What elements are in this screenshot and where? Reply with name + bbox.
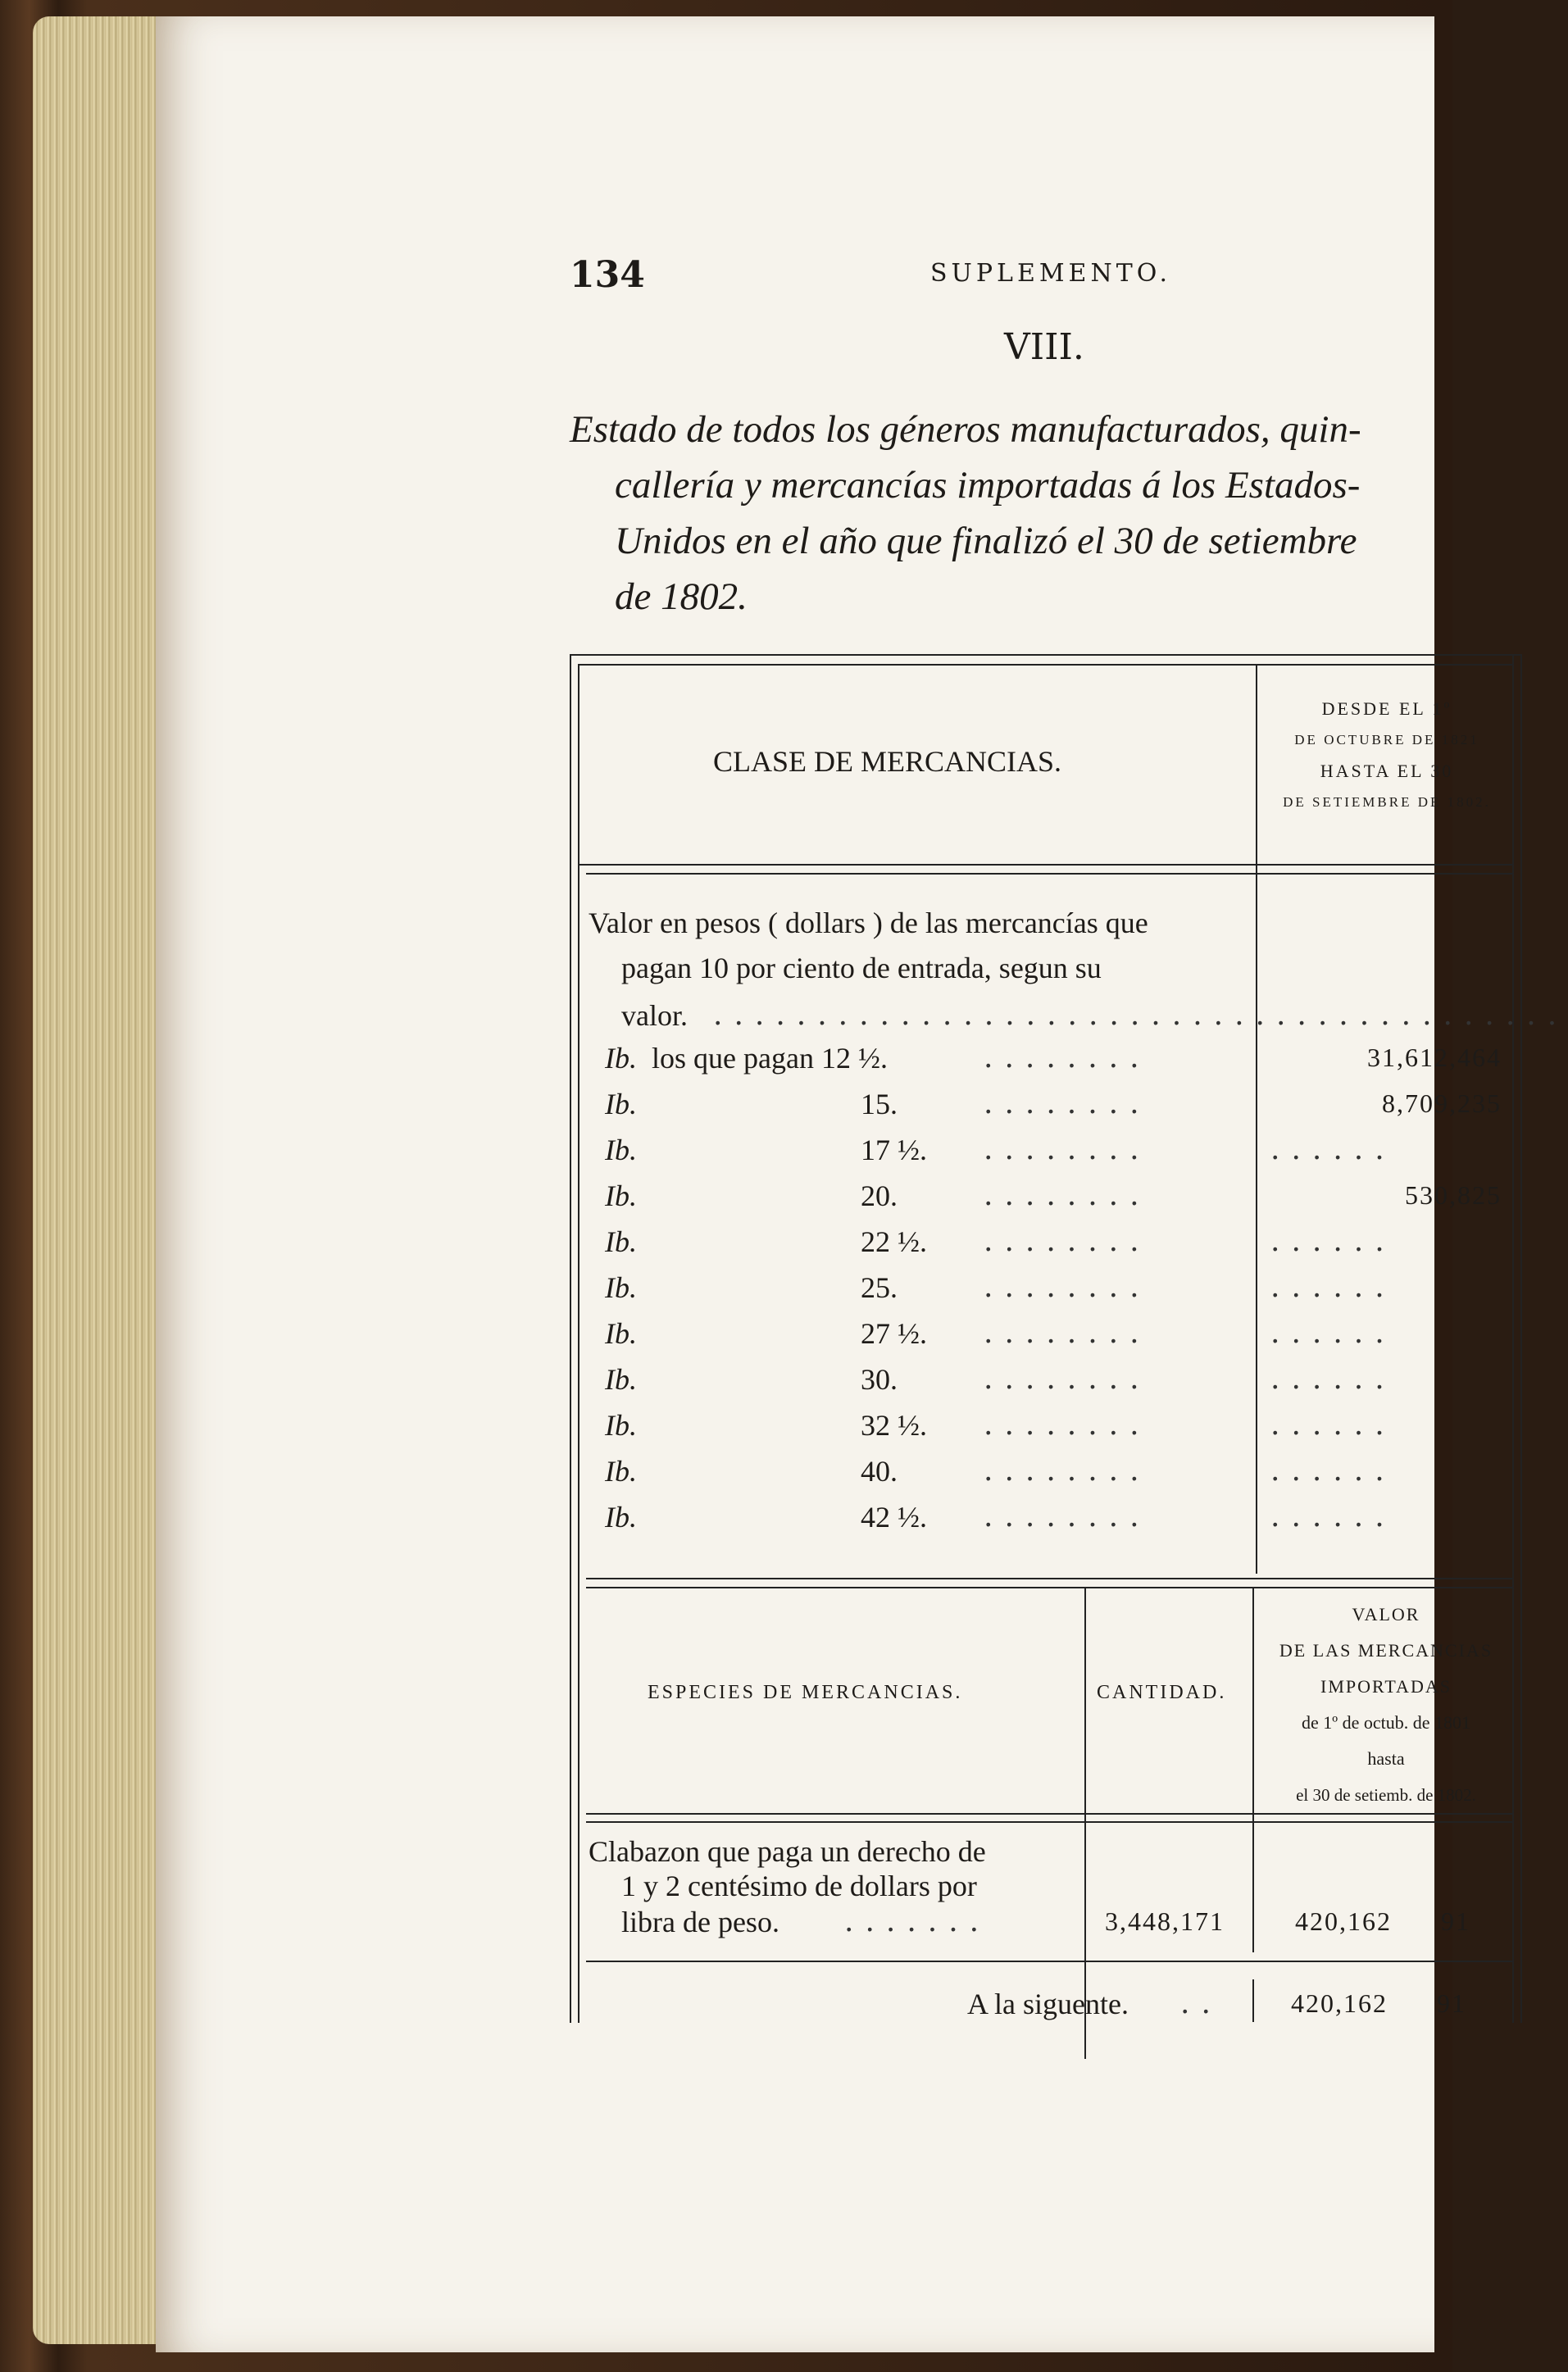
row-label: Ib. [605,1179,637,1212]
row-label: Ib. [605,1042,637,1075]
leader-dots: ......................................... [713,998,1568,1032]
row-line-2: 1 y 2 centésimo de dollars por [621,1870,977,1902]
row-leader-dots: ........ [984,1041,1151,1075]
section-number: VIII. [1004,326,1084,368]
footer-dots: .. [1180,1987,1222,2020]
running-head: SUPLEMENTO. [930,259,1172,288]
table1-col1-header: CLASE DE MERCANCIAS. [713,745,1062,778]
col3-header-line-5: hasta [1367,1748,1405,1769]
row-leader-dots: ........ [984,1087,1151,1120]
row-label: Ib. [605,1501,637,1534]
row-label: Ib. [605,1409,637,1442]
row-text: 42 ½. [861,1501,927,1534]
row-value: 530,825 [1405,1180,1502,1210]
row-text: 20. [861,1179,898,1212]
row-text: 25. [861,1271,898,1304]
row-value: 31,612,464 [1367,1043,1502,1072]
col3-header-line-6: el 30 de setiemb. de 1802. [1296,1785,1476,1805]
value-leader-dots: ...... [1270,1133,1396,1166]
value-leader-dots: ...... [1270,1316,1396,1350]
row-label: Ib. [605,1363,637,1396]
col3-header-line-1: VALOR [1352,1604,1420,1625]
value-leader-dots: ...... [1270,1454,1396,1488]
col3-header-line-2: DE LAS MERCANCIAS [1279,1640,1493,1661]
title-line-1: Estado de todos los géneros manufacturados, quin- [570,408,1361,451]
row-label: Ib. [605,1317,637,1350]
row-leader-dots: ........ [984,1454,1151,1488]
intro-line-3: valor. [621,999,688,1032]
col3-header-line-3: IMPORTADAS [1320,1676,1452,1697]
title-line-4: de 1802. [615,575,748,618]
row-value: 8,709,235 [1382,1088,1502,1118]
row-leader-dots: ........ [984,1133,1151,1166]
row-text: 17 ½. [861,1134,927,1166]
value-leader-dots: ...... [1270,1500,1396,1534]
table2-col3-header [1256,1597,1516,1813]
row-value: 420,162 [1295,1906,1392,1936]
row-label: Ib. [605,1225,637,1258]
row-line-1: Clabazon que paga un derecho de [589,1835,986,1868]
value-leader-dots: ...... [1270,1408,1396,1442]
title-line-3: Unidos en el año que finalizó el 30 de setiembre [615,520,1357,562]
row-cents: 91 [1441,1906,1470,1936]
col2-header-line-3: HASTA EL 30 [1320,761,1454,781]
footer-label: A la siguente. [967,1988,1129,2020]
intro-line-2: pagan 10 por ciento de entrada, segun su [621,952,1102,984]
page-edges [33,16,172,2344]
row-text: 27 ½. [861,1317,927,1350]
row-line-3: libra de peso. [621,1906,779,1938]
row-leader-dots: ........ [984,1500,1151,1534]
col2-header-line-2: DE OCTUBRE DE 1821 [1294,732,1479,747]
row-quantity: 3,448,171 [1105,1906,1225,1936]
title-line-2: callería y mercancías importadas á los Estados- [615,464,1361,507]
col3-header-line-4: de 1º de octub. de 1801 [1302,1712,1470,1733]
row-leader-dots: ........ [984,1179,1151,1212]
row-text: 32 ½. [861,1409,927,1442]
book-page [156,16,1568,2352]
row-leader-dots: ........ [984,1408,1151,1442]
row-text: 15. [861,1088,898,1120]
row-text: 30. [861,1363,898,1396]
row-label: Ib. [605,1271,637,1304]
table2-col1-header: ESPECIES DE MERCANCIAS. [648,1682,963,1703]
value-leader-dots: ...... [1270,1225,1396,1258]
row-leader-dots: ........ [984,1225,1151,1258]
footer-value: 420,162 [1291,1988,1388,2018]
col2-header-line-4: DE SETIEMBRE DE 1802. [1283,794,1491,810]
table2-col2-header: CANTIDAD. [1097,1682,1227,1703]
intro-line-1: Valor en pesos ( dollars ) de las mercancías que [589,907,1148,939]
row-leader-dots: ....... [844,1905,991,1938]
table1-col2-header [1264,693,1510,818]
row-text: 40. [861,1455,898,1488]
col2-header-line-1: DESDE EL 1º [1321,698,1452,719]
footer-cents: 91 [1437,1988,1466,2018]
row-text: los que pagan 12 ½. [652,1042,888,1075]
value-leader-dots: ...... [1270,1270,1396,1304]
value-leader-dots: ...... [1270,1362,1396,1396]
row-leader-dots: ........ [984,1270,1151,1304]
page-number: 134 [570,254,645,296]
row-leader-dots: ........ [984,1316,1151,1350]
row-label: Ib. [605,1455,637,1488]
row-label: Ib. [605,1134,637,1166]
row-text: 22 ½. [861,1225,927,1258]
row-label: Ib. [605,1088,637,1120]
row-leader-dots: ........ [984,1362,1151,1396]
